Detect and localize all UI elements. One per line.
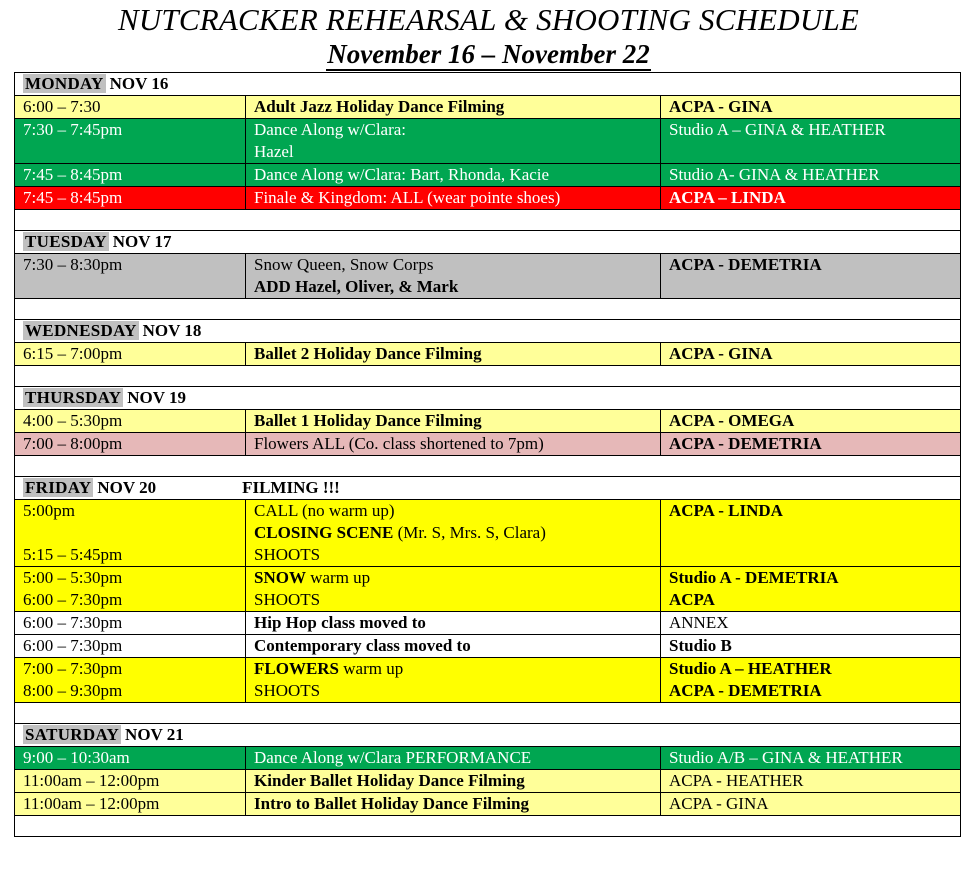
location-line: Studio A – HEATHER bbox=[669, 659, 832, 678]
activity-line bbox=[254, 522, 652, 544]
day-date: NOV 20 bbox=[97, 478, 157, 497]
location-cell: ACPA - GINA bbox=[661, 96, 961, 119]
activity-bold: FLOWERS bbox=[254, 659, 340, 678]
location-cell: ACPA - DEMETRIA bbox=[661, 254, 961, 299]
location-cell bbox=[661, 567, 961, 612]
activity-line bbox=[254, 567, 652, 589]
location-cell: ACPA - GINA bbox=[661, 793, 961, 816]
activity-line: CALL (no warm up) bbox=[254, 501, 395, 520]
time-cell: 7:45 – 8:45pm bbox=[15, 164, 246, 187]
day-header-saturday bbox=[15, 724, 961, 747]
activity-line: SHOOTS bbox=[254, 681, 321, 700]
schedule-row bbox=[15, 612, 961, 635]
activity-line: Dance Along w/Clara: bbox=[254, 120, 407, 139]
day-date: NOV 19 bbox=[127, 388, 186, 407]
page-subtitle bbox=[0, 38, 977, 70]
time-cell: 6:00 – 7:30pm bbox=[15, 635, 246, 658]
schedule-row bbox=[15, 119, 961, 164]
activity-cell: Dance Along w/Clara PERFORMANCE bbox=[246, 747, 661, 770]
schedule-row bbox=[15, 500, 961, 567]
day-header-thursday bbox=[15, 387, 961, 410]
time-cell bbox=[15, 658, 246, 703]
activity-line: SHOOTS bbox=[254, 590, 321, 609]
location-text: ACPA - DEMETRIA bbox=[669, 434, 822, 453]
spacer-row bbox=[15, 456, 961, 477]
activity-bold: SNOW bbox=[254, 568, 306, 587]
time-cell: 7:00 – 8:00pm bbox=[15, 433, 246, 456]
time-line: 5:00pm bbox=[23, 501, 75, 520]
day-header-wednesday bbox=[15, 320, 961, 343]
activity-line bbox=[254, 658, 652, 680]
schedule-row bbox=[15, 164, 961, 187]
activity-cell: Intro to Ballet Holiday Dance Filming bbox=[246, 793, 661, 816]
location-cell: ACPA - OMEGA bbox=[661, 410, 961, 433]
activity-cell bbox=[246, 500, 661, 567]
schedule-table bbox=[14, 72, 961, 837]
location-cell: ACPA - HEATHER bbox=[661, 770, 961, 793]
schedule-row bbox=[15, 747, 961, 770]
spacer-row bbox=[15, 210, 961, 231]
activity-cell: Kinder Ballet Holiday Dance Filming bbox=[246, 770, 661, 793]
time-cell bbox=[15, 500, 246, 567]
activity-bold: CLOSING SCENE bbox=[254, 523, 394, 542]
spacer-row bbox=[15, 366, 961, 387]
location-line: ACPA bbox=[669, 590, 715, 609]
activity-rest: warm up bbox=[305, 568, 371, 587]
location-cell: Studio A – GINA & HEATHER bbox=[661, 119, 961, 164]
time-line: 5:00 – 5:30pm bbox=[23, 568, 123, 587]
activity-cell: Contemporary class moved to bbox=[246, 635, 661, 658]
filming-note: FILMING !!! bbox=[242, 478, 340, 497]
day-date: NOV 16 bbox=[109, 74, 169, 93]
schedule-row bbox=[15, 433, 961, 456]
location-cell: Studio B bbox=[661, 635, 961, 658]
time-cell bbox=[15, 567, 246, 612]
schedule-row bbox=[15, 254, 961, 299]
activity-cell: Dance Along w/Clara: Bart, Rhonda, Kacie bbox=[246, 164, 661, 187]
time-cell: 7:30 – 7:45pm bbox=[15, 119, 246, 164]
schedule-row bbox=[15, 793, 961, 816]
activity-cell: Ballet 1 Holiday Dance Filming bbox=[246, 410, 661, 433]
activity-rest: warm up bbox=[339, 659, 404, 678]
time-cell: 11:00am – 12:00pm bbox=[15, 793, 246, 816]
day-date: NOV 17 bbox=[112, 232, 172, 251]
activity-cell: Adult Jazz Holiday Dance Filming bbox=[246, 96, 661, 119]
time-line: 6:00 – 7:30pm bbox=[23, 590, 123, 609]
activity-rest: (Mr. S, Mrs. S, Clara) bbox=[393, 523, 546, 542]
day-header-tuesday bbox=[15, 231, 961, 254]
location-cell: ANNEX bbox=[661, 612, 961, 635]
activity-cell bbox=[246, 567, 661, 612]
spacer-row bbox=[15, 299, 961, 320]
time-cell: 6:15 – 7:00pm bbox=[15, 343, 246, 366]
spacer-row bbox=[15, 703, 961, 724]
schedule-row bbox=[15, 635, 961, 658]
location-cell bbox=[661, 433, 961, 456]
day-name: WEDNESDAY bbox=[25, 321, 137, 340]
date-range: November 16 – November 22 bbox=[327, 39, 650, 69]
location-cell: Studio A- GINA & HEATHER bbox=[661, 164, 961, 187]
location-cell: ACPA - LINDA bbox=[661, 500, 961, 567]
activity-line: Snow Queen, Snow Corps bbox=[254, 255, 434, 274]
time-cell: 9:00 – 10:30am bbox=[15, 747, 246, 770]
day-name: MONDAY bbox=[25, 74, 104, 93]
activity-cell: Flowers ALL (Co. class shortened to 7pm) bbox=[246, 433, 661, 456]
time-line: 5:15 – 5:45pm bbox=[23, 545, 123, 564]
activity-cell: Finale & Kingdom: ALL (wear pointe shoes) bbox=[246, 187, 661, 210]
activity-cell: Hip Hop class moved to bbox=[246, 612, 661, 635]
location-cell: ACPA - GINA bbox=[661, 343, 961, 366]
day-name: TUESDAY bbox=[25, 232, 107, 251]
time-cell: 7:45 – 8:45pm bbox=[15, 187, 246, 210]
schedule-row bbox=[15, 770, 961, 793]
day-name: SATURDAY bbox=[25, 725, 120, 744]
activity-line: SHOOTS bbox=[254, 545, 321, 564]
spacer-row bbox=[15, 816, 961, 837]
schedule-row bbox=[15, 410, 961, 433]
day-header-monday bbox=[15, 73, 961, 96]
time-line: 8:00 – 9:30pm bbox=[23, 681, 123, 700]
time-cell: 11:00am – 12:00pm bbox=[15, 770, 246, 793]
location-line: ACPA - DEMETRIA bbox=[669, 681, 822, 700]
activity-cell bbox=[246, 254, 661, 299]
activity-cell: Ballet 2 Holiday Dance Filming bbox=[246, 343, 661, 366]
activity-line: ADD Hazel, Oliver, & Mark bbox=[254, 277, 459, 296]
day-header-friday bbox=[15, 477, 961, 500]
schedule-row bbox=[15, 567, 961, 612]
schedule-row bbox=[15, 96, 961, 119]
activity-line: Hazel bbox=[254, 142, 294, 161]
location-cell: ACPA – LINDA bbox=[661, 187, 961, 210]
activity-cell bbox=[246, 119, 661, 164]
time-cell: 6:00 – 7:30pm bbox=[15, 612, 246, 635]
day-date: NOV 21 bbox=[125, 725, 184, 744]
schedule-row bbox=[15, 658, 961, 703]
schedule-row bbox=[15, 343, 961, 366]
day-date: NOV 18 bbox=[142, 321, 202, 340]
schedule-row bbox=[15, 187, 961, 210]
time-line: 7:00 – 7:30pm bbox=[23, 659, 123, 678]
activity-cell bbox=[246, 658, 661, 703]
page-title: NUTCRACKER REHEARSAL & SHOOTING SCHEDULE bbox=[117, 2, 860, 37]
time-cell: 6:00 – 7:30 bbox=[15, 96, 246, 119]
day-name: THURSDAY bbox=[25, 388, 122, 407]
location-cell: Studio A/B – GINA & HEATHER bbox=[661, 747, 961, 770]
day-name: FRIDAY bbox=[25, 478, 92, 497]
location-line: Studio A - DEMETRIA bbox=[669, 568, 839, 587]
time-cell: 4:00 – 5:30pm bbox=[15, 410, 246, 433]
time-cell: 7:30 – 8:30pm bbox=[15, 254, 246, 299]
location-cell bbox=[661, 658, 961, 703]
